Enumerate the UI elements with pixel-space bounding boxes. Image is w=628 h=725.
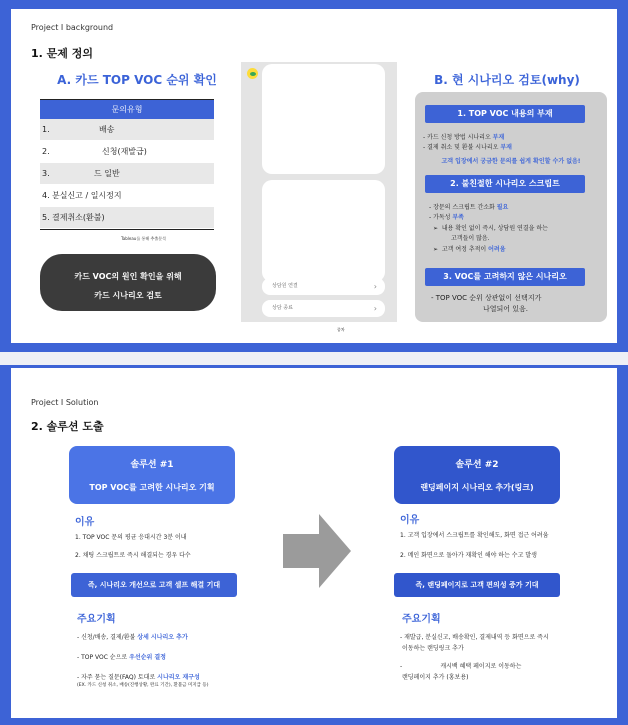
- plan-example: (EX. 카드 신청 취소, 배송(진행상황, 완료 기간), 환불금 미지급 등): [77, 683, 209, 688]
- solution-1-number: 솔루션 #1: [130, 460, 174, 470]
- plan-line: 랜딩페이지 추가 (홍보용): [402, 674, 469, 681]
- table-source-note: Tableau를 통해 추출분석: [121, 236, 166, 241]
- row-number: 1.: [42, 125, 50, 134]
- issue-1-line: - 결제 취소 및 환불 시나리오 부재: [423, 144, 512, 151]
- solution-2-header: [394, 446, 560, 504]
- chat-bubble: [262, 180, 385, 282]
- solution-1-expectation: 즉, 시나리오 개선으로 고객 셀프 해결 기대: [71, 573, 237, 597]
- issue-2-line: 고객들이 많음.: [451, 235, 490, 242]
- cause-callout: [40, 254, 216, 311]
- slide-solution: [11, 368, 617, 718]
- plan-line: - TOP VOC 순으로 우선순위 결정: [77, 654, 166, 661]
- plan-line: - 캐시백 혜택 페이지로 이동하는: [400, 663, 522, 670]
- reason-title: 이유: [400, 515, 420, 526]
- issue-2-line: ➢ 내용 확인 없이 즉시, 상담원 연결을 하는: [433, 225, 548, 232]
- voc-ranking-title: A. 카드 TOP VOC 순위 확인: [57, 73, 217, 87]
- issue-2-line: - 장문의 스크립트 간소화 필요: [429, 204, 509, 211]
- arrow-bullet-icon: ➢: [433, 246, 442, 253]
- arrow-bullet-icon: ➢: [433, 225, 442, 232]
- chip-label: 상담 종료: [272, 305, 293, 311]
- row-label: 배송: [99, 125, 115, 134]
- table-row: [40, 163, 214, 185]
- scenario-review-title: B. 현 시나리오 검토(why): [434, 73, 580, 87]
- end-consult-button[interactable]: [262, 300, 385, 317]
- plan-title: 주요기획: [77, 614, 116, 625]
- row-label: 신청(재발급): [102, 147, 147, 156]
- section-title: 2. 솔루션 도출: [31, 420, 104, 433]
- issue-3-bar: 3. VOC를 고려하지 않은 시나리오: [425, 268, 585, 286]
- table-row: [40, 141, 214, 163]
- chevron-right-icon: ›: [373, 304, 377, 313]
- agent-connect-button[interactable]: [262, 278, 385, 295]
- solution-2-title: 랜딩페이지 시나리오 추가(링크): [420, 483, 534, 492]
- plan-line: - 자주 묻는 질문(FAQ) 토대로 시나리오 재구성: [77, 674, 200, 681]
- slide-gap: [0, 352, 628, 365]
- row-number: 4.: [42, 191, 50, 200]
- row-number: 2.: [42, 147, 50, 156]
- solution-1-header: [69, 446, 235, 504]
- table-bottom-rule: [40, 229, 214, 230]
- issue-1-bar: 1. TOP VOC 내용의 부재: [425, 105, 585, 123]
- slide-background: [11, 9, 617, 343]
- plan-line: - 재발급, 분실신고, 배송확인, 결제내역 등 화면으로 즉시: [400, 634, 549, 641]
- callout-line-1: 카드 VOC의 원인 확인을 위해: [74, 272, 182, 281]
- solution-1-title: TOP VOC를 고려한 시나리오 기획: [89, 483, 215, 492]
- solution-2-expectation: 즉, 랜딩페이지로 고객 편의성 증가 기대: [394, 573, 560, 597]
- reason-line: 2. 채팅 스크립트로 즉시 해결되는 경우 다수: [75, 552, 191, 559]
- project-label: Project I background: [31, 23, 114, 32]
- plan-line: 이동하는 랜딩링크 추가: [402, 645, 464, 652]
- arrow-right-icon: [283, 514, 351, 588]
- phone-caption: 종차: [337, 327, 345, 332]
- reason-line: 1. 고객 입장에서 스크립트를 확인해도, 화면 접근 어려움: [400, 532, 549, 539]
- issue-1-line: - 카드 신청 방법 시나리오 부재: [423, 134, 505, 141]
- table-row: [40, 207, 214, 229]
- chat-bubble: [262, 64, 385, 174]
- table-row: [40, 119, 214, 141]
- issue-3-line: 나열되어 있음.: [483, 305, 529, 313]
- issue-1-warning: 고객 입장에서 궁금한 문의를 쉽게 확인할 수가 없음!: [441, 158, 581, 165]
- row-number: 3.: [42, 169, 50, 178]
- chat-bot-icon: [247, 68, 258, 79]
- plan-title: 주요기획: [402, 614, 441, 625]
- reason-line: 2. 메인 화면으로 돌아가 재확인 해야 하는 수고 발생: [400, 552, 537, 559]
- project-label: Project I Solution: [31, 398, 99, 407]
- issue-2-line: - 가독성 부족: [429, 214, 464, 221]
- voc-table: [40, 99, 214, 230]
- issue-3-line: - TOP VOC 순위 상관없이 선택지가: [431, 294, 542, 302]
- chevron-right-icon: ›: [373, 282, 377, 291]
- reason-title: 이유: [75, 517, 95, 528]
- plan-line: - 신청/배송, 결제/환불 상세 시나리오 추가: [77, 634, 188, 641]
- issue-2-line: ➢ 고객 여정 추적이 어려움: [433, 246, 506, 253]
- row-label: 분실신고 / 일시정지: [52, 191, 122, 200]
- row-label: 결제취소(환불): [52, 213, 105, 222]
- reason-line: 1. TOP VOC 문의 평균 응대시간 3분 이내: [75, 534, 187, 541]
- solution-2-number: 솔루션 #2: [455, 460, 499, 470]
- section-title: 1. 문제 정의: [31, 47, 93, 60]
- issue-2-bar: 2. 불친절한 시나리오 스크립트: [425, 175, 585, 193]
- table-header: 문의유형: [40, 100, 214, 119]
- callout-line-2: 카드 시나리오 검토: [94, 291, 162, 300]
- table-row: [40, 185, 214, 207]
- scenario-review-panel: [415, 92, 607, 322]
- row-number: 5.: [42, 213, 50, 222]
- row-label: 드 일반: [94, 169, 120, 178]
- chip-label: 상담원 연결: [272, 283, 298, 289]
- chat-phone-mockup: [241, 62, 397, 322]
